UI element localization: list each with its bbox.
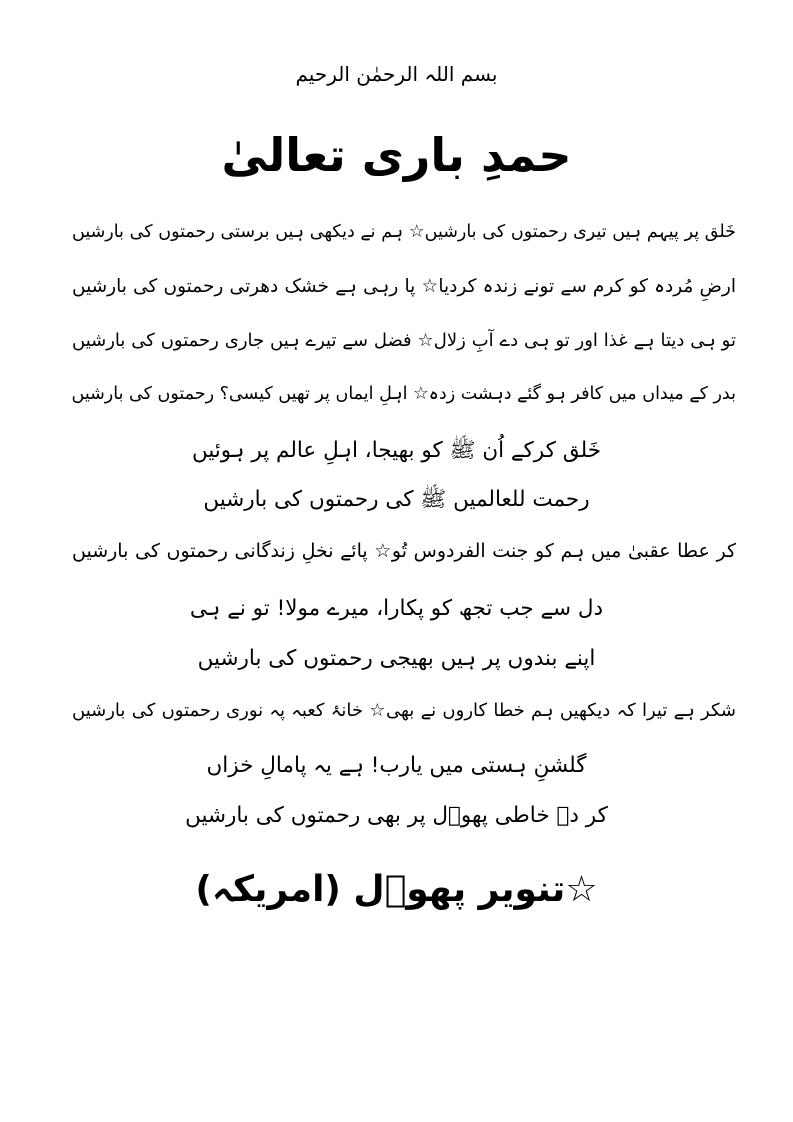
author-signature: ☆تنویر پھوؔل (امریکہ)	[195, 869, 598, 910]
verse-line-10: شکر ہے تیرا کہ دیکھیں ہم خطا کاروں نے بھی☆ خانۂ کعبہ پہ نوری رحمتوں کی بارشیں	[72, 700, 736, 721]
verse-line-1: خَلق پر پیہم ہیں تیری رحمتوں کی بارشیں☆ ہم نے دیکھی ہیں برستی رحمتوں کی بارشیں	[72, 222, 736, 242]
verse-line-9: اپنے بندوں پر ہیں بھیجی رحمتوں کی بارشیں	[197, 646, 596, 671]
verse-line-5: خَلق کرکے اُن ﷺ کو بھیجا، اہلِ عالم پر ہوئیں	[191, 438, 602, 463]
verse-line-11: گلشنِ ہستی میں یارب! ہے یہ پامالِ خزاں	[206, 753, 587, 778]
verse-line-6: رحمت للعالمیں ﷺ کی رحمتوں کی بارشیں	[203, 487, 590, 512]
bismillah-heading: بسم اللہ الرحمٰن الرحیم	[295, 62, 498, 86]
verse-line-7: کر عطا عقبیٰ میں ہم کو جنت الفردوس تُو☆ پائے نخلِ زندگانی رحمتوں کی بارشیں	[72, 540, 736, 562]
verse-line-2: ارضِ مُردہ کو کرم سے تونے زندہ کردیا☆ پا رہی ہے خشک دھرتی رحمتوں کی بارشیں	[72, 276, 736, 297]
verse-line-3: تو ہی دیتا ہے غذا اور تو ہی دے آبِ زلال☆ فضل سے تیرے ہیں جاری رحمتوں کی بارشیں	[72, 330, 736, 351]
verse-line-4: بدر کے میداں میں کافر ہو گئے دہشت زدہ☆ اہلِ ایماں پر تھیں کیسی؟ رحمتوں کی بارشیں	[71, 384, 736, 404]
page-title: حمدِ باری تعالیٰ	[221, 128, 572, 182]
verse-line-8: دل سے جب تجھ کو پکارا، میرے مولا! تو نے ہی	[189, 596, 604, 621]
verse-line-12: کر دے خاطی پھوؔل پر بھی رحمتوں کی بارشیں	[185, 803, 608, 828]
